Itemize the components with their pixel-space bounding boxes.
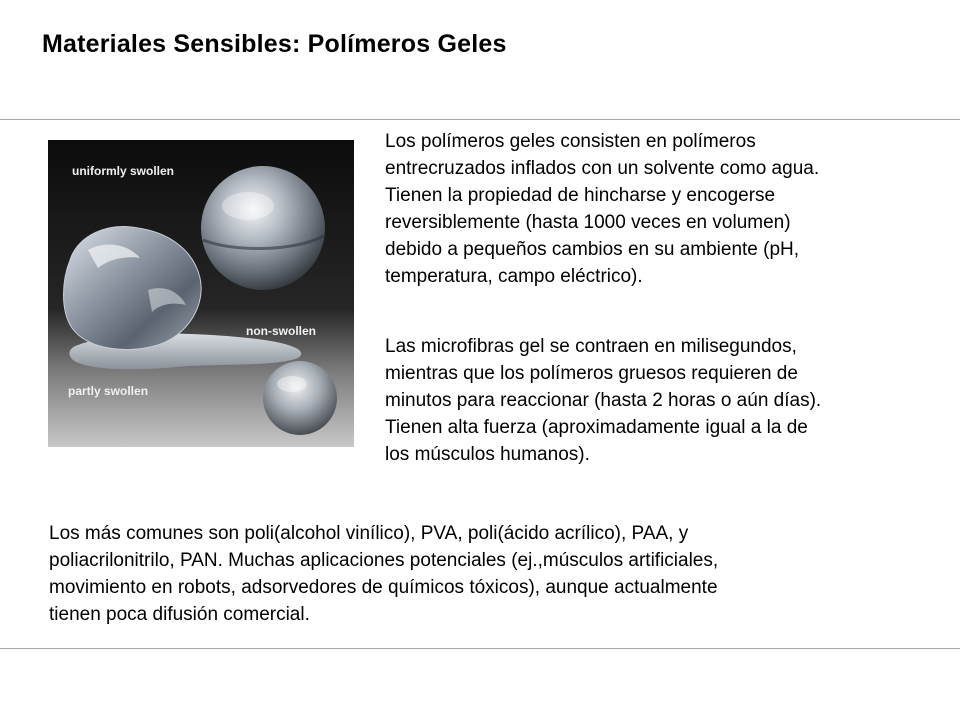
label-non-swollen: non-swollen bbox=[246, 324, 316, 338]
label-partly-swollen: partly swollen bbox=[68, 384, 149, 398]
paragraph-line: mientras que los polímeros gruesos requieren de bbox=[385, 363, 798, 384]
paragraph-line: Las microfibras gel se contraen en milisegundos, bbox=[385, 336, 797, 357]
paragraph-definition bbox=[385, 128, 819, 290]
paragraph-microfibers bbox=[385, 333, 821, 468]
paragraph-line: reversiblemente (hasta 1000 veces en volumen) bbox=[385, 212, 791, 233]
top-divider bbox=[0, 119, 960, 120]
paragraph-line: poliacrilonitrilo, PAN. Muchas aplicaciones potenciales (ej.,músculos artificiales, bbox=[49, 550, 719, 571]
paragraph-line: minutos para reaccionar (hasta 2 horas o aún días). bbox=[385, 390, 822, 411]
gel-spheres-photo bbox=[48, 140, 354, 447]
paragraph-line: los músculos humanos). bbox=[385, 444, 590, 465]
slide-title: Materiales Sensibles: Polímeros Geles bbox=[42, 30, 507, 58]
paragraph-line: Los polímeros geles consisten en polímeros bbox=[385, 131, 756, 152]
label-uniformly-swollen: uniformly swollen bbox=[72, 164, 175, 178]
paragraph-line: entrecruzados inflados con un solvente como agua. bbox=[385, 158, 820, 179]
paragraph-line: Tienen alta fuerza (aproximadamente igual a la de bbox=[385, 417, 808, 438]
paragraph-line: Los más comunes son poli(alcohol vinílico), PVA, poli(ácido acrílico), PAA, y bbox=[49, 523, 689, 544]
paragraph-line: debido a pequeños cambios en su ambiente (pH, bbox=[385, 239, 800, 260]
gel-spheres-illustration bbox=[48, 140, 354, 447]
paragraph-line: temperatura, campo eléctrico). bbox=[385, 266, 643, 287]
paragraph-common-polymers bbox=[49, 520, 718, 628]
paragraph-line: tienen poca difusión comercial. bbox=[49, 604, 310, 625]
bottom-divider bbox=[0, 648, 960, 649]
paragraph-line: movimiento en robots, adsorvedores de químicos tóxicos), aunque actualmente bbox=[49, 577, 718, 598]
paragraph-line: Tienen la propiedad de hincharse y encogerse bbox=[385, 185, 776, 206]
